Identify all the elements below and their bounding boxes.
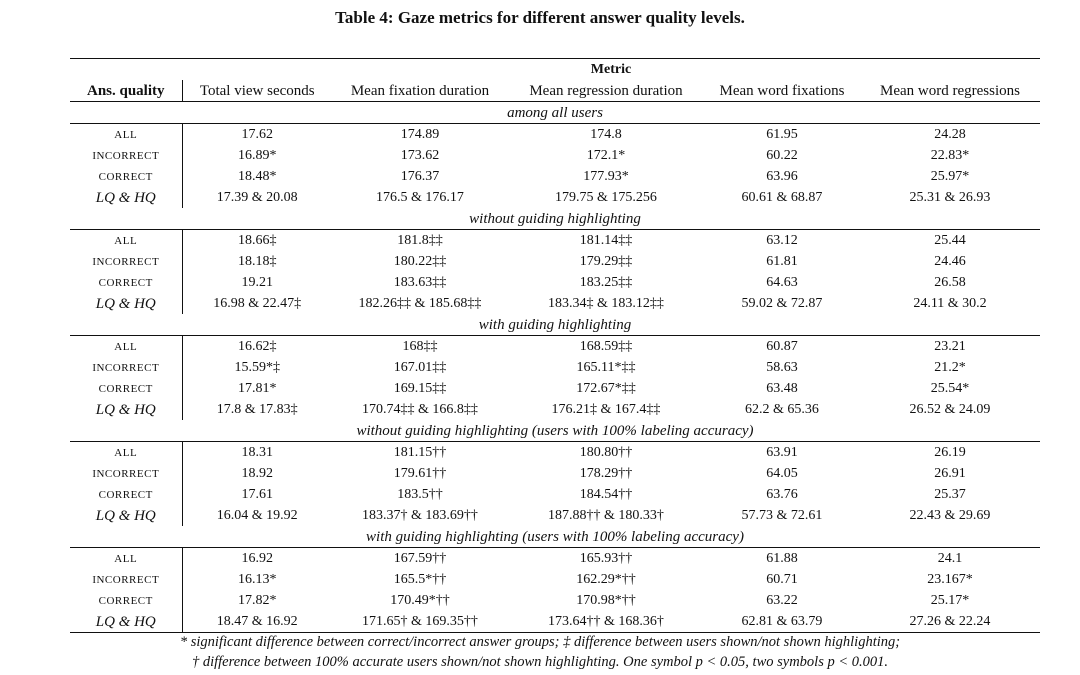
table-row (70, 166, 1040, 187)
row-label: ALL (70, 442, 182, 464)
table-cell: 25.54* (930, 380, 970, 396)
row-label: LQ & HQ (70, 293, 182, 314)
section-title: among all users (70, 102, 1040, 124)
table-body (70, 59, 1040, 633)
table-cell: 184.54†† (579, 486, 633, 502)
table-row (70, 336, 1040, 358)
column-header: Total view seconds (182, 80, 332, 102)
row-label: ALL (70, 336, 182, 358)
table-cell: 174.89 (400, 126, 440, 142)
table-cell: 18.66‡ (238, 232, 277, 248)
table-cell: 17.62 (241, 126, 273, 142)
table-cell: 165.11*‡‡ (576, 359, 636, 375)
table-cell: 22.83* (930, 147, 970, 163)
row-label: LQ & HQ (70, 187, 182, 208)
table-cell: 176.5 & 176.17 (376, 189, 464, 205)
table-cell: 183.5†† (397, 486, 443, 502)
table-row (70, 251, 1040, 272)
table-cell: 169.15‡‡ (393, 380, 447, 396)
table-cell: 183.63‡‡ (393, 274, 447, 290)
table-cell: 24.11 & 30.2 (913, 295, 987, 311)
table-row (70, 505, 1040, 526)
table-cell: 182.26‡‡ & 185.68‡‡ (358, 295, 482, 311)
table-cell: 187.88†† & 180.33† (548, 507, 664, 523)
table-row (70, 378, 1040, 399)
row-label: INCORRECT (70, 251, 182, 272)
ans-quality-header: Ans. quality (70, 80, 182, 102)
table-cell: 170.49*†† (390, 592, 450, 608)
section-header (70, 102, 1040, 124)
table-cell: 17.81* (238, 380, 277, 396)
table-cell: 168.59‡‡ (579, 338, 633, 354)
table-cell: 21.2* (934, 359, 966, 375)
table-cell: 18.92 (241, 465, 273, 481)
table-row (70, 357, 1040, 378)
table-row (70, 548, 1040, 570)
table-row (70, 293, 1040, 314)
table-cell: 26.91 (934, 465, 966, 481)
table-cell: 179.75 & 175.256 (555, 189, 657, 205)
table-cell: 26.58 (934, 274, 966, 290)
row-label: INCORRECT (70, 569, 182, 590)
table-row (70, 484, 1040, 505)
table-row (70, 590, 1040, 611)
table-cell: 24.46 (934, 253, 966, 269)
table-cell: 170.74‡‡ & 166.8‡‡ (362, 401, 478, 417)
table-cell: 165.93†† (579, 550, 633, 566)
table-cell: 176.37 (400, 168, 440, 184)
table-cell: 62.81 & 63.79 (704, 611, 860, 633)
table-cell: 63.48 (766, 380, 798, 396)
section-header (70, 526, 1040, 548)
row-label: INCORRECT (70, 145, 182, 166)
row-label: INCORRECT (70, 357, 182, 378)
column-header: Mean word fixations (704, 80, 860, 102)
table-cell: 26.19 (934, 444, 966, 460)
table-cell: 17.39 & 20.08 (216, 189, 298, 205)
table-cell: 25.31 & 26.93 (909, 189, 991, 205)
table-cell: 63.91 (766, 444, 798, 460)
row-label: LQ & HQ (70, 611, 182, 633)
table-cell: 63.96 (766, 168, 798, 184)
section-header (70, 420, 1040, 442)
table-cell: 18.47 & 16.92 (182, 611, 332, 633)
table-cell: 180.80†† (579, 444, 633, 460)
table-cell: 176.21‡ & 167.4‡‡ (551, 401, 661, 417)
table-row (70, 124, 1040, 146)
table-cell: 26.52 & 24.09 (909, 401, 991, 417)
row-label: ALL (70, 230, 182, 252)
table-cell: 16.92 (241, 550, 273, 566)
table-row (70, 230, 1040, 252)
table-cell: 167.01‡‡ (393, 359, 447, 375)
table-cell: 162.29*†† (576, 571, 636, 587)
row-label: CORRECT (70, 484, 182, 505)
table-cell: 62.2 & 65.36 (745, 401, 819, 417)
table-cell: 60.61 & 68.87 (741, 189, 823, 205)
column-header: Mean word regressions (860, 80, 1040, 102)
table-cell: 64.05 (766, 465, 798, 481)
table-cell: 177.93* (583, 168, 629, 184)
row-label: CORRECT (70, 272, 182, 293)
table-cell: 25.97* (930, 168, 970, 184)
table-cell: 18.18‡ (238, 253, 277, 269)
table-cell: 18.48* (238, 168, 277, 184)
section-header (70, 208, 1040, 230)
table-cell: 60.71 (766, 571, 798, 587)
table-row (70, 463, 1040, 484)
table-cell: 172.67*‡‡ (576, 380, 636, 396)
table-row (70, 611, 1040, 633)
table-cell: 22.43 & 29.69 (909, 507, 991, 523)
row-label: CORRECT (70, 166, 182, 187)
row-label: CORRECT (70, 378, 182, 399)
column-header-row (70, 80, 1040, 102)
table-cell: 63.12 (766, 232, 798, 248)
table-cell: 16.98 & 22.47‡ (213, 295, 302, 311)
table-cell: 61.95 (766, 126, 798, 142)
table-row (70, 399, 1040, 420)
table-cell: 15.59*‡ (234, 359, 280, 375)
table-cell: 167.59†† (393, 550, 447, 566)
gaze-metrics-table (70, 58, 1040, 633)
table-cell: 183.37† & 183.69†† (362, 507, 478, 523)
table-cell: 172.1* (586, 147, 626, 163)
row-label: ALL (70, 124, 182, 146)
table-row (70, 569, 1040, 590)
row-label: CORRECT (70, 590, 182, 611)
table-cell: 25.17* (930, 592, 970, 608)
table-cell: 23.21 (934, 338, 966, 354)
table-cell: 181.14‡‡ (579, 232, 633, 248)
table-cell: 19.21 (241, 274, 273, 290)
table-cell: 17.8 & 17.83‡ (216, 401, 298, 417)
table-cell: 64.63 (766, 274, 798, 290)
table-cell: 57.73 & 72.61 (741, 507, 823, 523)
footnote-line-2: † difference between 100% accurate users shown/not shown highlighting. One symbol p < 0.05, two symbols p < 0.001. (191, 654, 889, 670)
table-cell: 173.64†† & 168.36† (508, 611, 704, 633)
table-cell: 25.37 (934, 486, 966, 502)
row-label: INCORRECT (70, 463, 182, 484)
table-cell: 178.29†† (579, 465, 633, 481)
table-cell: 27.26 & 22.24 (860, 611, 1040, 633)
section-header (70, 314, 1040, 336)
table-row (70, 145, 1040, 166)
table-cell: 16.62‡ (238, 338, 277, 354)
table-cell: 168‡‡ (402, 338, 438, 354)
row-label: ALL (70, 548, 182, 570)
column-header: Mean regression duration (508, 80, 704, 102)
table-cell: 17.82* (238, 592, 277, 608)
table-cell: 165.5*†† (393, 571, 447, 587)
table-cell: 16.13* (238, 571, 277, 587)
section-title: without guiding highlighting (70, 208, 1040, 230)
table-cell: 63.22 (766, 592, 798, 608)
table-cell: 183.25‡‡ (579, 274, 633, 290)
table-cell: 58.63 (766, 359, 798, 375)
table-cell: 60.22 (766, 147, 798, 163)
table-cell: 24.28 (934, 126, 966, 142)
table-cell: 183.34‡ & 183.12‡‡ (548, 295, 664, 311)
table-row (70, 442, 1040, 464)
footnote-line-1: * significant difference between correct/incorrect answer groups; ‡ difference between users shown/not shown highlighting; (179, 634, 901, 650)
table-cell: 170.98*†† (576, 592, 636, 608)
table-cell: 16.89* (238, 147, 277, 163)
row-label: LQ & HQ (70, 399, 182, 420)
table-cell: 181.8‡‡ (397, 232, 443, 248)
section-title: with guiding highlighting (70, 314, 1040, 336)
table-row (70, 272, 1040, 293)
section-title: with guiding highlighting (users with 100% labeling accuracy) (70, 526, 1040, 548)
table-cell: 60.87 (766, 338, 798, 354)
table-cell: 59.02 & 72.87 (741, 295, 823, 311)
table-cell: 23.167* (927, 571, 973, 587)
table-cell: 179.29‡‡ (579, 253, 633, 269)
table-cell: 174.8 (590, 126, 622, 142)
table-cell: 179.61†† (393, 465, 447, 481)
table-cell: 61.88 (766, 550, 798, 566)
table-cell: 171.65† & 169.35†† (332, 611, 508, 633)
table-cell: 25.44 (934, 232, 966, 248)
table-cell: 17.61 (241, 486, 273, 502)
table-cell: 180.22‡‡ (393, 253, 447, 269)
table-cell: 16.04 & 19.92 (216, 507, 298, 523)
table-cell: 63.76 (766, 486, 798, 502)
table-caption: Table 4: Gaze metrics for different answer quality levels. (335, 8, 745, 27)
table-cell: 173.62 (400, 147, 440, 163)
table-cell: 61.81 (766, 253, 798, 269)
row-label: LQ & HQ (70, 505, 182, 526)
metric-group-header: Metric (590, 61, 632, 77)
column-header: Mean fixation duration (332, 80, 508, 102)
table-cell: 24.1 (937, 550, 963, 566)
table-cell: 18.31 (241, 444, 273, 460)
section-title: without guiding highlighting (users with 100% labeling accuracy) (70, 420, 1040, 442)
table-row (70, 187, 1040, 208)
table-cell: 181.15†† (393, 444, 447, 460)
